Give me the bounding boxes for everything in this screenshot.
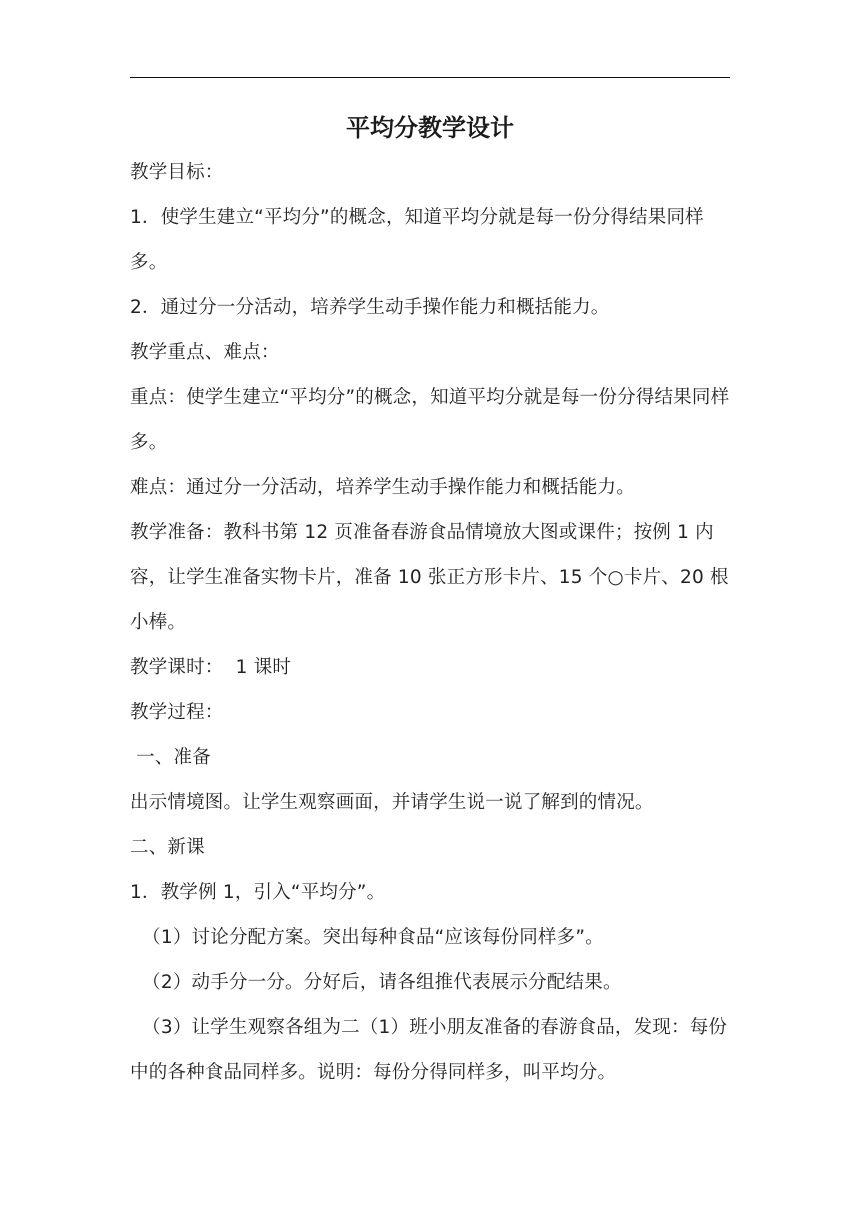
example-1-intro: 1．教学例 1，引入“平均分”。 bbox=[130, 882, 386, 903]
goal-item-2: 2．通过分一分活动，培养学生动手操作能力和概括能力。 bbox=[130, 297, 610, 318]
section-new-lesson: 二、新课 bbox=[130, 837, 205, 858]
difficult-point: 难点：通过分一分活动，培养学生动手操作能力和概括能力。 bbox=[130, 477, 635, 498]
header-rule bbox=[130, 77, 730, 78]
heading-teaching-process: 教学过程： bbox=[130, 702, 224, 723]
step-2-hands-on: （2）动手分一分。分好后，请各组推代表展示分配结果。 bbox=[130, 972, 622, 993]
class-hours: 教学课时： 1 课时 bbox=[130, 657, 292, 678]
heading-key-points: 教学重点、难点： bbox=[130, 342, 280, 363]
goal-item-1: 1．使学生建立“平均分”的概念，知道平均分就是每一份分得结果同样多。 bbox=[130, 207, 704, 273]
heading-teaching-goals: 教学目标： bbox=[130, 162, 224, 183]
key-point: 重点：使学生建立“平均分”的概念，知道平均分就是每一份分得结果同样多。 bbox=[130, 387, 730, 453]
show-scene-text: 出示情境图。让学生观察画面，并请学生说一说了解到的情况。 bbox=[130, 792, 654, 813]
step-3-observation: （3）让学生观察各组为二（1）班小朋友准备的春游食品，发现：每份中的各种食品同样多。说明：每份分得同样多，叫平均分。 bbox=[130, 1017, 728, 1083]
teaching-preparation: 教学准备：教科书第 12 页准备春游食品情境放大图或课件；按例 1 内容，让学生准备实物卡片，准备 10 张正方形卡片、15 个○卡片、20 根小棒。 bbox=[130, 522, 729, 633]
section-preparation: 一、准备 bbox=[130, 747, 211, 768]
document-title: 平均分教学设计 bbox=[346, 114, 514, 142]
step-1-discussion: （1）讨论分配方案。突出每种食品“应该每份同样多”。 bbox=[130, 927, 604, 948]
